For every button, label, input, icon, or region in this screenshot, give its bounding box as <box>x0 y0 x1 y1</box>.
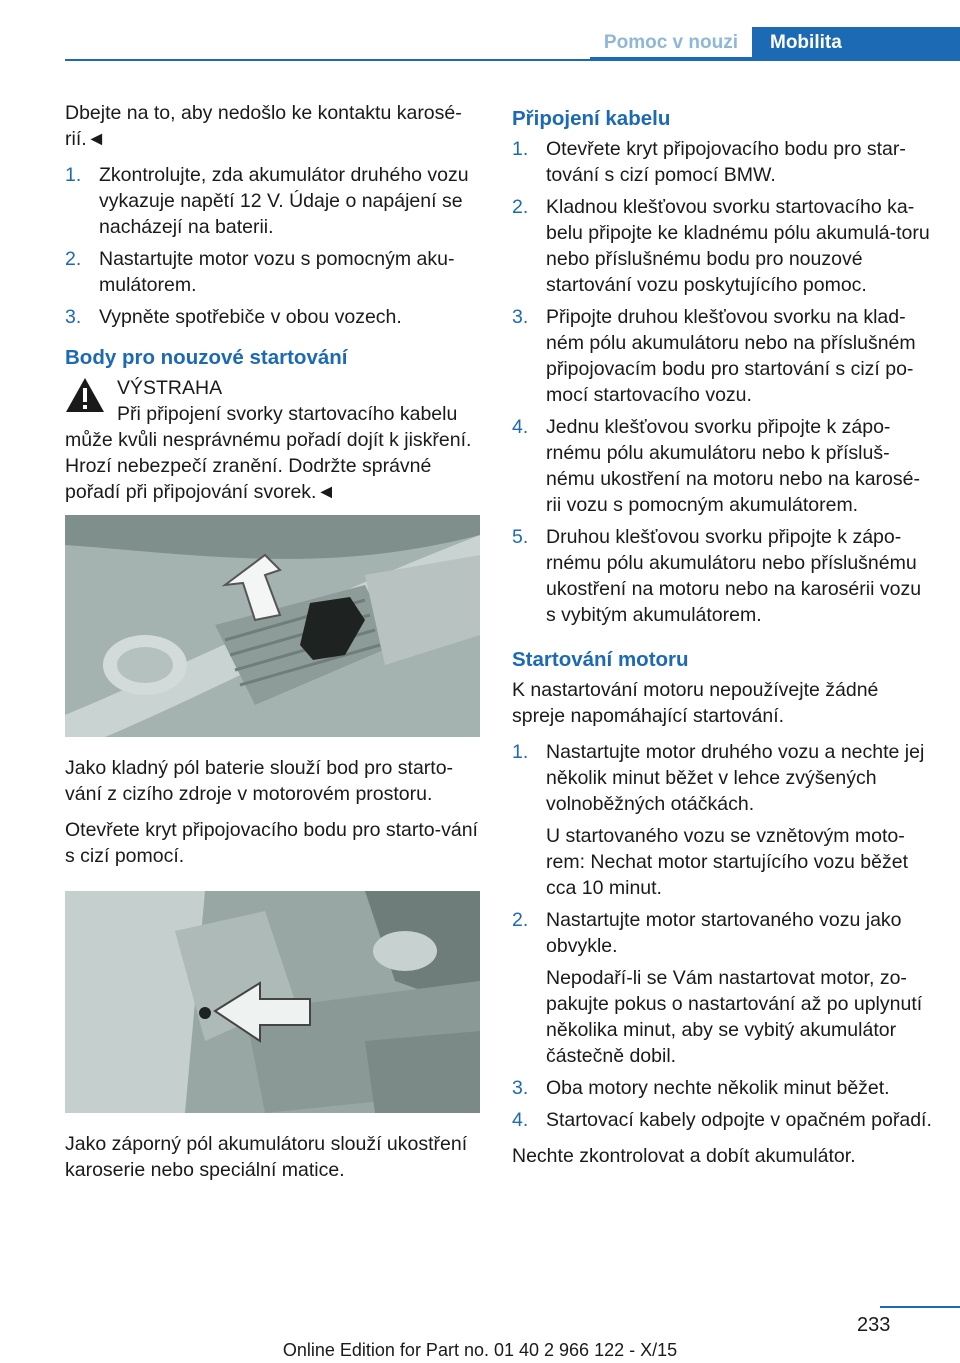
step-text: Kladnou klešťovou svorku startovacího ka-belu připojte ke kladnému pólu akumulá-toru nebo příslušnému bodu pro nouzové startování vozu poskytujícího pomoc. <box>546 196 930 296</box>
list-item <box>512 1075 932 1101</box>
intro-paragraph: Dbejte na to, aby nedošlo ke kontaktu karosé-rií.◄ <box>65 102 462 150</box>
step-text: Nastartujte motor druhého vozu a nechte jej několik minut běžet v lehce zvýšených volnoběžných otáčkách. <box>546 741 925 815</box>
list-item <box>512 414 932 518</box>
step-text: Druhou klešťovou svorku připojte k zápo-rnému pólu akumulátoru nebo příslušnému ukostření na motoru nebo na karosérii vozu s vybitým akumulátorem. <box>546 526 922 626</box>
step-text: Vypněte spotřebiče v obou vozech. <box>99 306 402 328</box>
header-rule <box>65 59 960 61</box>
list-item <box>512 739 932 901</box>
photo-positive-terminal <box>65 515 480 737</box>
step-note: U startovaného vozu se vznětovým moto-rem: Nechat motor startujícího vozu běžet cca 10 minut. <box>546 825 908 899</box>
step-text: Oba motory nechte několik minut běžet. <box>546 1077 890 1099</box>
edition-line: Online Edition for Part no. 01 40 2 966 122 - X/15 <box>282 1340 678 1360</box>
step-note: Nepodaří-li se Vám nastartovat motor, zo-pakujte pokus o nastartování až po uplynutí několika minut, aby se vybitý akumulátor částečně dobil. <box>546 967 923 1067</box>
warning-triangle-icon <box>65 377 105 413</box>
list-item <box>512 194 932 298</box>
section-title-cable-connection: Připojení kabelu <box>512 107 671 130</box>
warning-title: VÝSTRAHA <box>117 377 223 399</box>
step-text: Připojte druhou klešťovou svorku na klad-ném pólu akumulátoru nebo na příslušném připojovacím bodu pro startování s cizí po-mocí startovacího vozu. <box>546 306 916 406</box>
cable-steps-list <box>512 136 932 628</box>
list-item <box>512 524 932 628</box>
step-text: Otevřete kryt připojovacího bodu pro star-tování s cizí pomocí BMW. <box>546 138 906 186</box>
right-column <box>512 100 932 1179</box>
caption-open-cover: Otevřete kryt připojovacího bodu pro starto-vání s cizí pomocí. <box>65 819 478 867</box>
list-item <box>65 246 480 298</box>
step-number: 2. <box>512 196 529 218</box>
step-number: 1. <box>512 138 529 160</box>
engine-bay-photo <box>65 515 480 737</box>
step-number: 3. <box>65 306 82 328</box>
footer-rule <box>880 1306 960 1308</box>
tab-pomoc-v-nouzi[interactable]: Pomoc v nouzi <box>590 27 752 59</box>
start-steps-list <box>512 739 932 1133</box>
step-number: 1. <box>65 164 82 186</box>
list-item <box>512 304 932 408</box>
header-tabs <box>590 27 960 59</box>
step-number: 1. <box>512 741 529 763</box>
step-number: 3. <box>512 306 529 328</box>
section-title-engine-start: Startování motoru <box>512 648 689 671</box>
caption-positive: Jako kladný pól baterie slouží bod pro starto-vání z cizího zdroje v motorovém prostoru. <box>65 757 454 805</box>
left-column <box>65 100 480 1193</box>
list-item <box>512 1107 932 1133</box>
prep-steps-list <box>65 162 480 330</box>
tab-mobilita[interactable]: Mobilita <box>752 27 960 59</box>
step-number: 5. <box>512 526 529 548</box>
list-item <box>65 304 480 330</box>
step-number: 2. <box>512 909 529 931</box>
list-item <box>512 907 932 1069</box>
engine-start-intro: K nastartování motoru nepoužívejte žádné spreje napomáhající startování. <box>512 679 879 727</box>
closing-paragraph: Nechte zkontrolovat a dobít akumulátor. <box>512 1145 856 1167</box>
step-text: Nastartujte motor vozu s pomocným aku-mulátorem. <box>99 248 455 296</box>
step-number: 3. <box>512 1077 529 1099</box>
caption-negative: Jako záporný pól akumulátoru slouží ukostření karoserie nebo speciální matice. <box>65 1133 468 1181</box>
page-number: 233 <box>857 1314 891 1336</box>
list-item <box>65 162 480 240</box>
section-title-jump-points: Body pro nouzové startování <box>65 346 348 369</box>
photo-negative-terminal <box>65 891 480 1113</box>
warning-block <box>65 375 480 505</box>
step-text: Zkontrolujte, zda akumulátor druhého vozu vykazuje napětí 12 V. Údaje o napájení se nacházejí na baterii. <box>99 164 469 238</box>
step-text: Nastartujte motor startovaného vozu jako obvykle. <box>546 909 902 957</box>
engine-bay-photo-negative <box>65 891 480 1113</box>
step-number: 2. <box>65 248 82 270</box>
step-number: 4. <box>512 1109 529 1131</box>
step-number: 4. <box>512 416 529 438</box>
warning-text: Při připojení svorky startovacího kabelu může kvůli nesprávnému pořadí dojít k jiskření. Hrozí nebezpečí zranění. Dodržte správné pořadí při připojování svorek.◄ <box>65 403 472 503</box>
step-text: Startovací kabely odpojte v opačném pořadí. <box>546 1109 932 1131</box>
list-item <box>512 136 932 188</box>
step-text: Jednu klešťovou svorku připojte k zápo-rnému pólu akumulátoru nebo k přísluš-nému ukostření na motoru nebo na karosé-rii vozu s pomocným akumulátorem. <box>546 416 920 516</box>
